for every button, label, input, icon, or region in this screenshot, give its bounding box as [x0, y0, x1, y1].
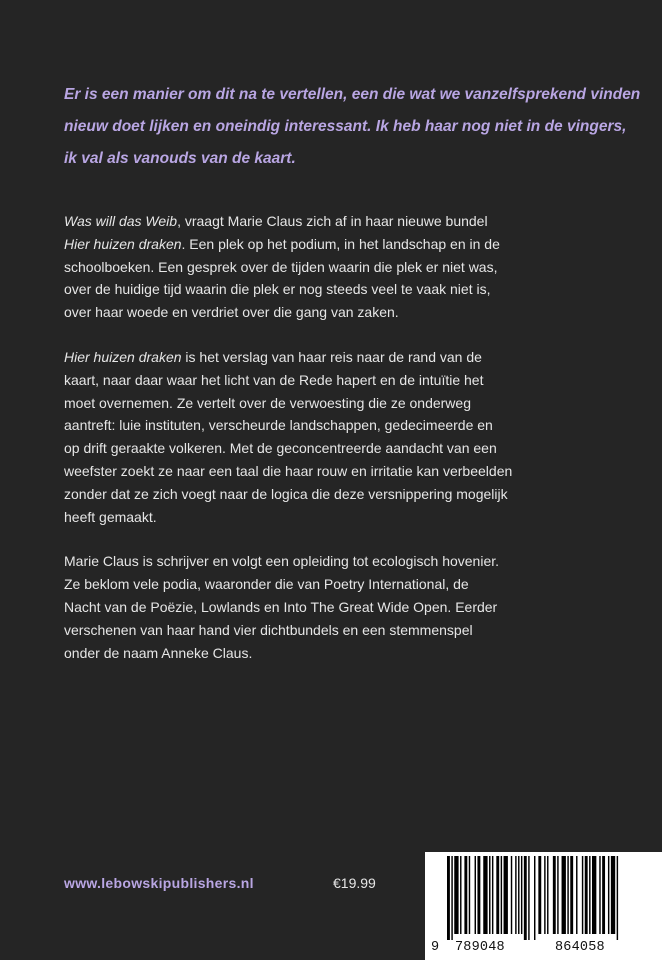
- blurb-line: [64, 349, 482, 365]
- isbn-group-left: 789048: [455, 940, 505, 955]
- blurb-line: [64, 213, 488, 229]
- blurb: [64, 210, 634, 686]
- barcode-bar: [492, 856, 493, 934]
- barcode-bar: [469, 856, 470, 934]
- blurb-line: over de huidige tijd waarin die plek er nog steeds veel te vaak niet is,: [64, 281, 491, 298]
- blurb-line: weefster zoekt ze naar een taal die haar rouw en irritatie kan verbeelden: [64, 462, 513, 479]
- barcode-bar: [451, 856, 452, 940]
- barcode-bar: [524, 856, 527, 940]
- blurb-text: is het verslag van haar reis naar de rand van de: [181, 348, 482, 365]
- blurb-line: kaart, naar daar waar het licht van de Rede hapert en de intuïtie het: [64, 371, 484, 388]
- barcode-bars: [425, 852, 662, 940]
- barcode-bar: [518, 856, 519, 934]
- book-title-italic: Hier huizen draken: [64, 235, 182, 252]
- isbn-first-digit: 9: [431, 940, 440, 955]
- barcode-bar: [608, 856, 609, 934]
- blurb-line: moet overnemen. Ze vertelt over de verwoesting die ze onderweg: [64, 394, 471, 411]
- publisher-url: www.lebowskipublishers.nl: [64, 875, 254, 891]
- barcode-bar: [602, 856, 605, 934]
- barcode-bar: [562, 856, 566, 934]
- barcode-bar: [567, 856, 568, 934]
- barcode-bar: [617, 856, 618, 940]
- quote-line: ik val als vanouds van de kaart.: [64, 150, 296, 167]
- barcode-bar: [496, 856, 499, 934]
- barcode-bar: [454, 856, 458, 934]
- barcode-bar: [570, 856, 573, 934]
- barcode-bar: [553, 856, 556, 934]
- barcode-bar: [501, 856, 502, 934]
- blurb-paragraph-1: [64, 210, 634, 324]
- barcode-bar: [534, 856, 535, 940]
- quote-line: nieuw doet lijken en oneindig interessant. Ik heb haar nog niet in de vingers,: [64, 118, 627, 135]
- isbn-barcode: [425, 852, 662, 960]
- barcode-bar: [585, 856, 588, 934]
- barcode-bar: [576, 856, 577, 934]
- barcode-bar: [592, 856, 596, 934]
- barcode-bar: [489, 856, 490, 934]
- barcode-bar: [511, 856, 512, 934]
- bio-line: Nacht van de Poëzie, Lowlands en Into The Great Wide Open. Eerder: [64, 598, 498, 615]
- barcode-bar: [557, 856, 558, 934]
- barcode-bar: [504, 856, 508, 934]
- blurb-text: , vraagt Marie Claus zich af in haar nieuwe bundel: [177, 213, 488, 229]
- barcode-bar: [528, 856, 529, 940]
- barcode-bar: [544, 856, 545, 934]
- author-bio: [64, 550, 634, 664]
- blurb-text: . Een plek op het podium, in het landschap en in de: [181, 235, 500, 252]
- bio-line: Marie Claus is schrijver en volgt een opleiding tot ecologisch hovenier.: [64, 553, 500, 570]
- blurb-line: schoolboeken. Een gesprek over de tijden waarin die plek er niet was,: [64, 258, 498, 275]
- barcode-bar: [464, 856, 467, 934]
- bio-line: Ze beklom vele podia, waaronder die van Poetry International, de: [64, 576, 469, 593]
- back-cover-quote: [64, 79, 641, 175]
- bio-line: onder de naam Anneke Claus.: [64, 644, 253, 661]
- price: €19.99: [333, 875, 376, 891]
- barcode-bar: [521, 856, 522, 934]
- blurb-line: zonder dat ze zich voegt naar de logica die deze versnippering mogelijk: [64, 485, 508, 502]
- barcode-bar: [483, 856, 487, 934]
- barcode-bar: [515, 856, 516, 934]
- barcode-bar: [611, 856, 615, 934]
- barcode-bar: [599, 856, 600, 934]
- blurb-line: aantreft: luie instituten, verscheurde landschappen, gedecimeerde en: [64, 417, 493, 434]
- barcode-bar: [547, 856, 548, 934]
- title-italic: Was will das Weib: [64, 213, 178, 229]
- barcode-bar: [538, 856, 541, 934]
- quote-line: Er is een manier om dit na te vertellen, een die wat we vanzelfsprekend vinden: [64, 86, 641, 103]
- bio-line: verschenen van haar hand vier dichtbundels en een stemmenspel: [64, 621, 473, 638]
- barcode-bar: [477, 856, 480, 934]
- book-title-italic: Hier huizen draken: [64, 348, 182, 365]
- barcode-bar: [582, 856, 583, 934]
- blurb-line: op drift geraakte volkeren. Met de geconcentreerde aandacht van een: [64, 440, 497, 457]
- barcode-bar: [460, 856, 461, 934]
- barcode-bar: [447, 856, 450, 940]
- blurb-line: heeft gemaakt.: [64, 508, 157, 525]
- isbn-group-right: 864058: [555, 940, 605, 955]
- barcode-bar: [475, 856, 476, 934]
- blurb-line: [64, 236, 500, 252]
- blurb-line: over haar woede en verdriet over die gang van zaken.: [64, 304, 399, 321]
- barcode-bar: [589, 856, 590, 934]
- blurb-paragraph-2: [64, 346, 634, 528]
